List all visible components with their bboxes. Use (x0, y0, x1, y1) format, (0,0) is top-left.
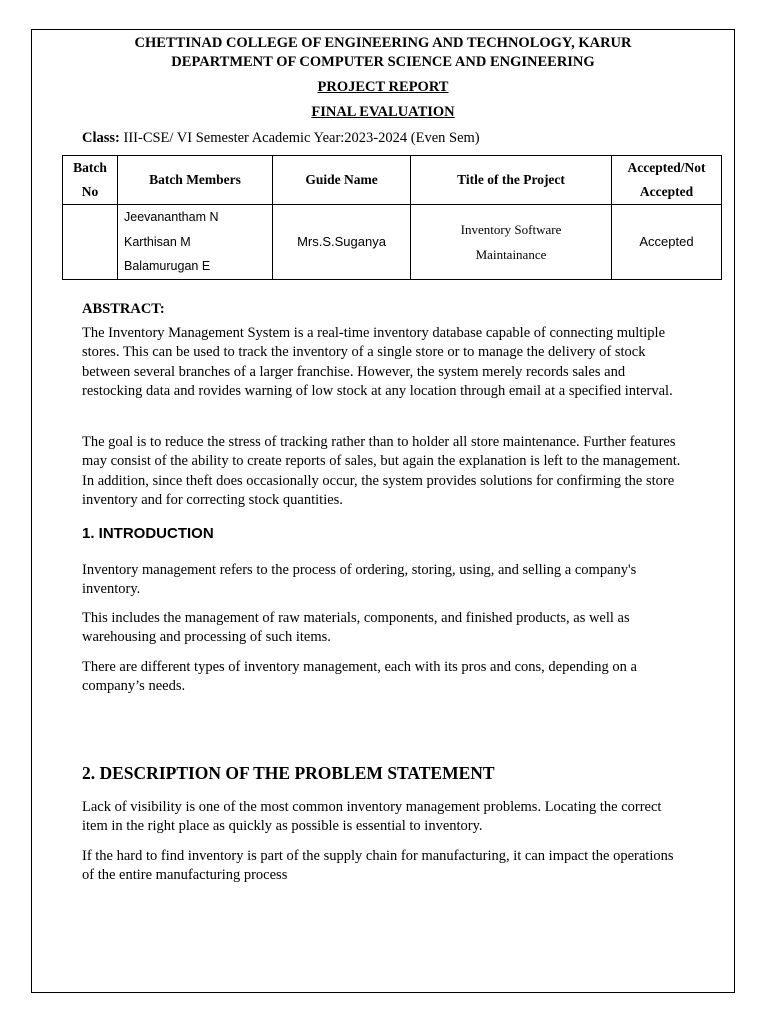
cell-guide-name: Mrs.S.Suganya (273, 205, 411, 280)
header-batch-members: Batch Members (118, 156, 273, 205)
table-row (63, 205, 722, 280)
evaluation-title: FINAL EVALUATION (311, 104, 455, 120)
abstract-paragraph-1: The Inventory Management System is a real-time inventory database capable of connecting multiple stores. This can be used to track the inventory of a single store or to manage the delivery of stock between several branches of a larger franchise. However, the system merely records sales and restocking data and rovides warning of low stock at any location through email at a specified interval. (82, 325, 673, 399)
abstract-paragraph-2: The goal is to reduce the stress of tracking rather than to holder all store maintenance. Further features may consist of the ability to create reports of sales, but again the explanation is left to the management. In addition, since theft does occasionally occur, the system provides solutions for confirming the store inventory and for correcting stock quantities. (82, 434, 681, 508)
project-title-line: Maintainance (475, 246, 547, 262)
problem-paragraph-2: If the hard to find inventory is part of the supply chain for manufacturing, it can impact the operations of the entire manufacturing process (82, 848, 674, 884)
header-no-label: No (81, 184, 99, 199)
introduction-paragraph-1: Inventory management refers to the process of ordering, storing, using, and selling a company's inventory. (82, 562, 637, 598)
member-name: Karthisan M (124, 234, 191, 249)
header-guide-name: Guide Name (273, 156, 411, 205)
problem-heading: 2. DESCRIPTION OF THE PROBLEM STATEMENT (82, 763, 495, 783)
college-name: CHETTINAD COLLEGE OF ENGINEERING AND TECHNOLOGY, KARUR (134, 35, 632, 51)
cell-status: Accepted (612, 205, 722, 280)
abstract-heading: ABSTRACT: (82, 301, 165, 317)
header-batch-label: Batch (73, 160, 107, 175)
header-accepted (612, 156, 722, 205)
header-batch-no (63, 156, 118, 205)
cell-batch-members (118, 205, 273, 280)
table-header-row (63, 156, 722, 205)
evaluation-title-wrap (31, 103, 735, 122)
class-line (82, 129, 480, 148)
cell-batch-no (63, 205, 118, 280)
batch-table (62, 155, 722, 280)
project-title-line: Inventory Software (460, 221, 562, 237)
problem-paragraph-1: Lack of visibility is one of the most common inventory management problems. Locating the correct item in the right place as quickly as possible is essential to inventory. (82, 799, 662, 835)
cell-project-title (411, 205, 612, 280)
header-accepted-label-2: Accepted (639, 184, 694, 199)
report-title-wrap (31, 78, 735, 97)
department-name: DEPARTMENT OF COMPUTER SCIENCE AND ENGINEERING (171, 54, 595, 70)
introduction-paragraph-2: This includes the management of raw materials, components, and finished products, as well as warehousing and processing of such items. (82, 610, 630, 646)
class-value: III-CSE/ VI Semester Academic Year:2023-2024 (Even Sem) (123, 130, 480, 146)
header-accepted-label: Accepted/Not (627, 160, 706, 175)
member-name: Balamurugan E (124, 259, 211, 273)
member-name: Jeevanantham N (124, 210, 219, 224)
class-label: Class: (82, 130, 120, 146)
introduction-paragraph-3: There are different types of inventory management, each with its pros and cons, depending on a company’s needs. (82, 659, 637, 695)
introduction-heading: 1. INTRODUCTION (82, 525, 214, 542)
report-title: PROJECT REPORT (317, 79, 449, 95)
header-project-title: Title of the Project (411, 156, 612, 205)
